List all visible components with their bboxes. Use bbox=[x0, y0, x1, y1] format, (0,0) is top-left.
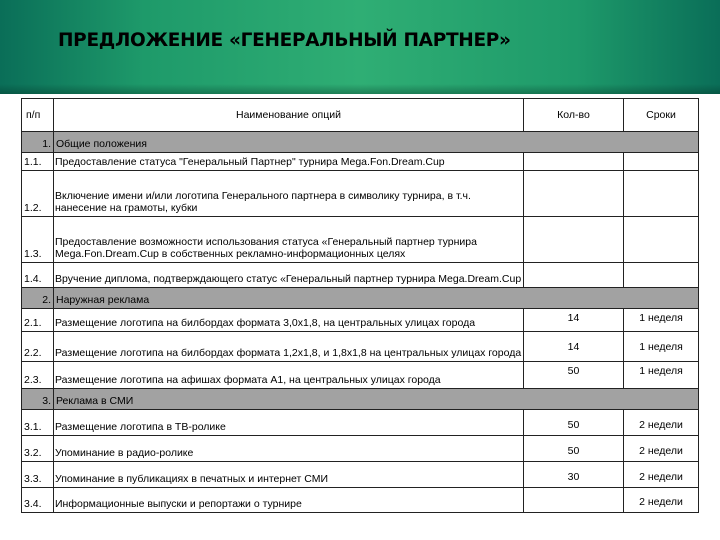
table-row bbox=[22, 488, 699, 513]
row-qty: 50 bbox=[524, 362, 624, 389]
row-term bbox=[624, 153, 699, 171]
section-row bbox=[22, 288, 699, 309]
row-term bbox=[624, 171, 699, 217]
section-title: Общие положения bbox=[54, 132, 699, 153]
section-number: 1. bbox=[22, 132, 54, 153]
section-title: Наружная реклама bbox=[54, 288, 699, 309]
column-header-name: Наименование опций bbox=[54, 99, 524, 132]
row-term: 1 неделя bbox=[624, 332, 699, 362]
row-term: 2 недели bbox=[624, 410, 699, 436]
row-qty bbox=[524, 153, 624, 171]
row-term: 2 недели bbox=[624, 462, 699, 488]
offer-table bbox=[21, 98, 699, 513]
row-qty bbox=[524, 263, 624, 288]
row-number: 3.2. bbox=[22, 436, 54, 462]
row-term: 2 недели bbox=[624, 488, 699, 513]
row-text: Упоминание в публикациях в печатных и интернет СМИ bbox=[54, 462, 524, 488]
row-text: Вручение диплома, подтверждающего статус «Генеральный партнер турнира Mega.Dream.Cup bbox=[54, 263, 524, 288]
row-qty: 14 bbox=[524, 309, 624, 332]
row-qty: 14 bbox=[524, 332, 624, 362]
row-number: 1.2. bbox=[22, 171, 54, 217]
row-number: 1.3. bbox=[22, 217, 54, 263]
section-number: 2. bbox=[22, 288, 54, 309]
table-row bbox=[22, 309, 699, 332]
row-number: 2.2. bbox=[22, 332, 54, 362]
section-row bbox=[22, 389, 699, 410]
table-row bbox=[22, 217, 699, 263]
section-title: Реклама в СМИ bbox=[54, 389, 699, 410]
row-text: Информационные выпуски и репортажи о турнире bbox=[54, 488, 524, 513]
banner-shadow bbox=[0, 84, 720, 94]
header-banner bbox=[0, 0, 720, 94]
table-row bbox=[22, 263, 699, 288]
table-row bbox=[22, 332, 699, 362]
row-number: 2.3. bbox=[22, 362, 54, 389]
column-header-term: Сроки bbox=[624, 99, 699, 132]
row-text: Предоставление статуса "Генеральный Партнер" турнира Mega.Fon.Dream.Cup bbox=[54, 153, 524, 171]
row-qty: 30 bbox=[524, 462, 624, 488]
row-number: 1.1. bbox=[22, 153, 54, 171]
table-row bbox=[22, 436, 699, 462]
row-number: 2.1. bbox=[22, 309, 54, 332]
row-number: 3.1. bbox=[22, 410, 54, 436]
row-term bbox=[624, 263, 699, 288]
table-row bbox=[22, 462, 699, 488]
table-row bbox=[22, 362, 699, 389]
row-text: Включение имени и/или логотипа Генерального партнера в символику турнира, в т.ч. нанесение на грамоты, кубки bbox=[54, 171, 524, 217]
column-header-qty: Кол-во bbox=[524, 99, 624, 132]
row-term: 2 недели bbox=[624, 436, 699, 462]
row-number: 3.3. bbox=[22, 462, 54, 488]
row-text: Предоставление возможности использования статуса «Генеральный партнер турнира Mega.Fon.Dream.Cup в собственных рекламно-информационных целях bbox=[54, 217, 524, 263]
row-text: Размещение логотипа в ТВ-ролике bbox=[54, 410, 524, 436]
row-term: 1 неделя bbox=[624, 309, 699, 332]
row-text: Размещение логотипа на афишах формата А1, на центральных улицах города bbox=[54, 362, 524, 389]
table-row bbox=[22, 153, 699, 171]
column-header-num: п/п bbox=[22, 99, 54, 132]
row-text: Размещение логотипа на билбордах формата 3,0х1,8, на центральных улицах города bbox=[54, 309, 524, 332]
row-text: Упоминание в радио-ролике bbox=[54, 436, 524, 462]
row-term: 1 неделя bbox=[624, 362, 699, 389]
table-header-row bbox=[22, 99, 699, 132]
row-qty: 50 bbox=[524, 436, 624, 462]
row-text: Размещение логотипа на билбордах формата 1,2х1,8, и 1,8х1,8 на центральных улицах города bbox=[54, 332, 524, 362]
table-row bbox=[22, 171, 699, 217]
table-row bbox=[22, 410, 699, 436]
row-number: 3.4. bbox=[22, 488, 54, 513]
row-qty: 50 bbox=[524, 410, 624, 436]
page-title: ПРЕДЛОЖЕНИЕ «ГЕНЕРАЛЬНЫЙ ПАРТНЕР» bbox=[58, 30, 511, 51]
row-qty bbox=[524, 171, 624, 217]
row-term bbox=[624, 217, 699, 263]
section-number: 3. bbox=[22, 389, 54, 410]
row-qty bbox=[524, 488, 624, 513]
section-row bbox=[22, 132, 699, 153]
row-number: 1.4. bbox=[22, 263, 54, 288]
row-qty bbox=[524, 217, 624, 263]
